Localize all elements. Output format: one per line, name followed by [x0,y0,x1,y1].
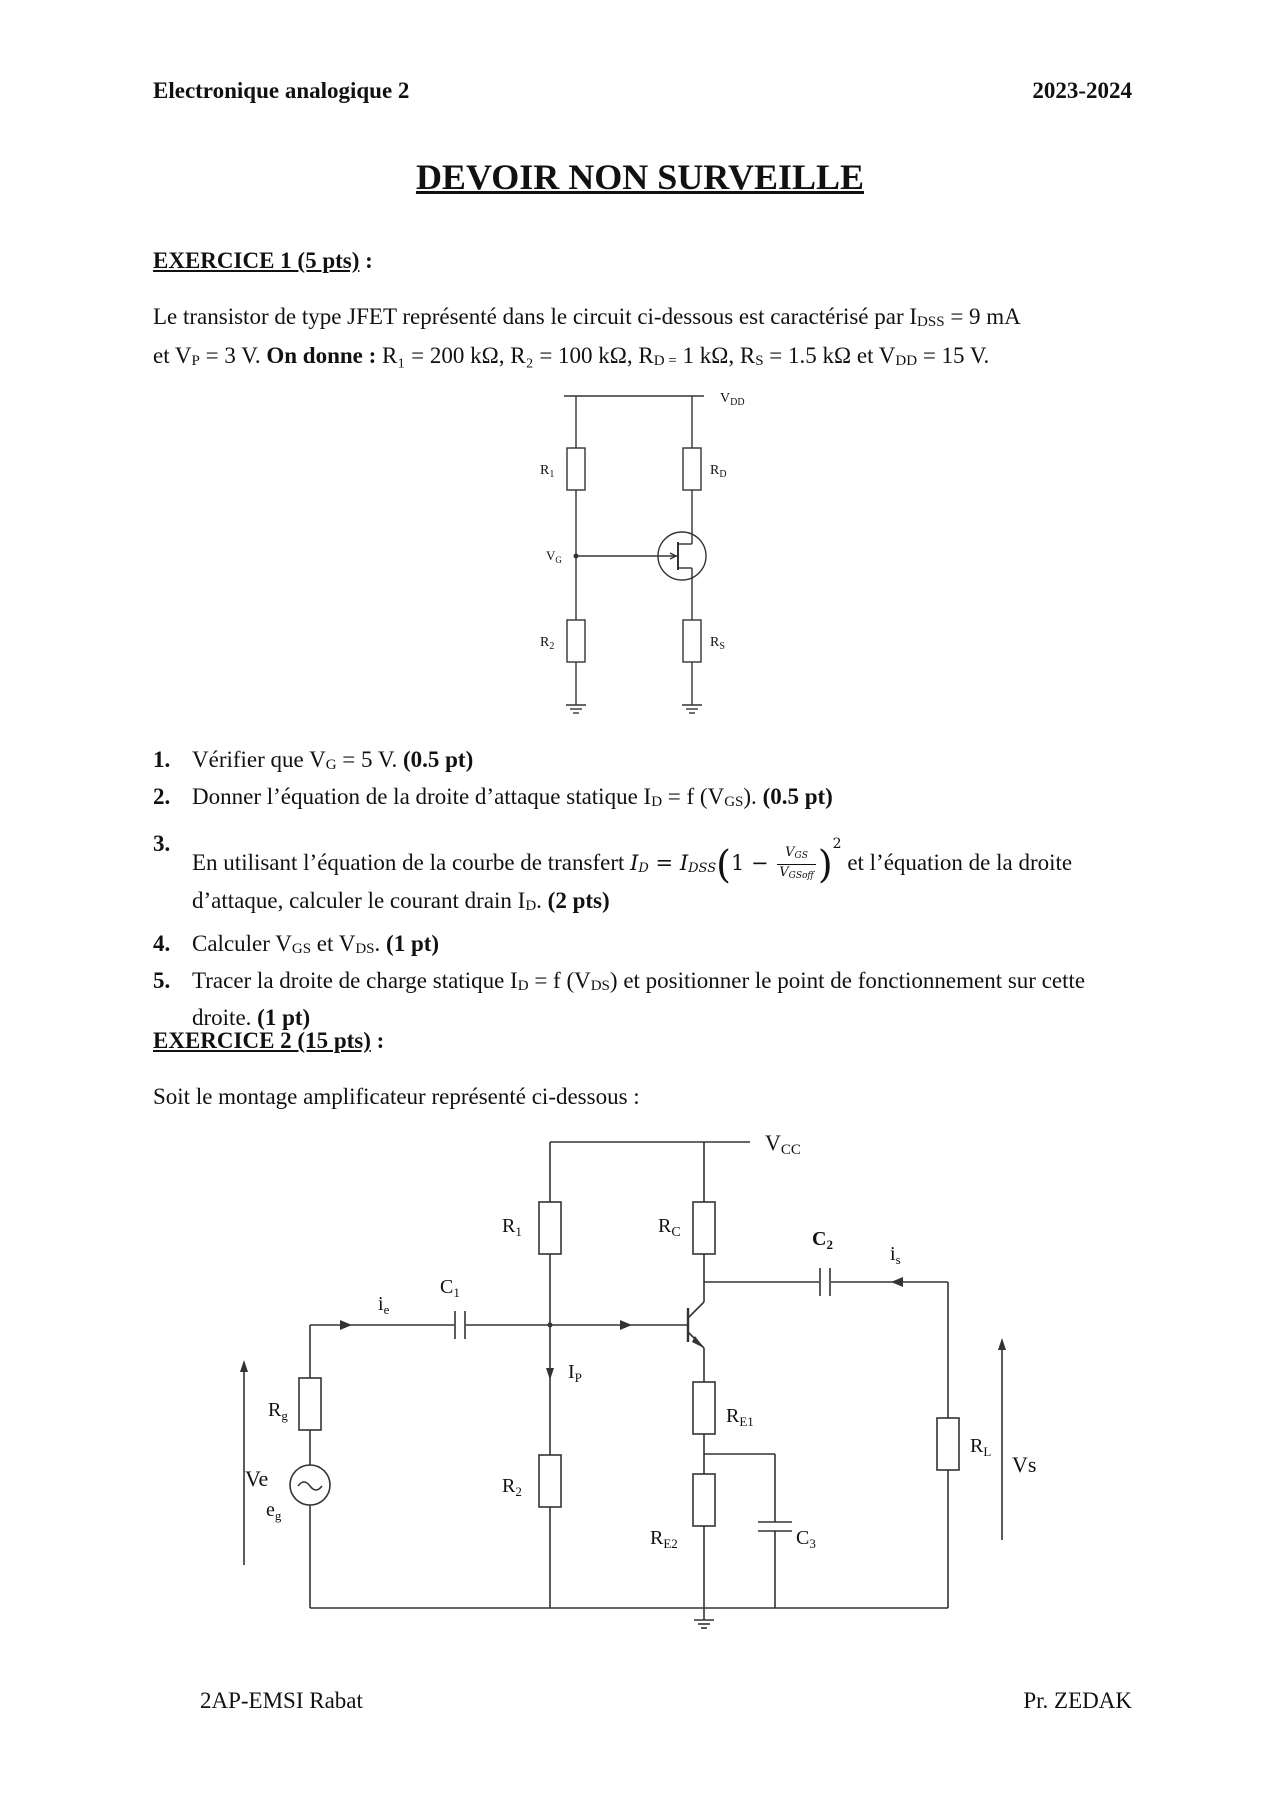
question-sub: D [517,978,529,994]
intro-rs-sub: S [755,353,764,369]
ie-label: $i_e$ [378,1293,390,1317]
is-label: $i_s$ [890,1243,901,1267]
exercise1-heading-colon: : [359,248,373,273]
ip-label: $I_P$ [568,1361,582,1385]
question-number: 4. [153,931,171,956]
question-text: et l’équation de la droite d’attaque, calculer le courant drain I [192,850,1073,913]
question-text: Vérifier que V [192,747,326,772]
exercise1-questions [153,744,1133,1034]
question-text: Donner l’équation de la droite d’attaque statique I [192,784,652,809]
intro-text-a: Le transistor de type JFET représenté dans le circuit ci-dessous est caractérisé par I [153,304,918,329]
intro-vdd-sub: DD [895,353,918,369]
question-sub: GS [291,941,312,957]
exercise1-heading [153,248,373,274]
question-sub: DS [590,978,610,994]
re2-label: $R_{E2}$ [650,1527,678,1551]
exercise2-heading [153,1028,384,1054]
jfet-circuit-diagram [520,380,800,720]
footer-institution: 2AP-EMSI Rabat [200,1688,363,1713]
question-number: 1. [153,747,171,772]
intro-vp-sub: P [191,353,200,369]
question-text: et V [311,931,356,956]
rg-label: $R_g$ [268,1399,288,1423]
question-text: = f (V [528,968,591,993]
question-text: . [374,931,387,956]
on-donne-label: On donne : [266,343,377,368]
eg-label: $e_g$ [266,1499,282,1523]
question-2 [153,781,1133,818]
question-points: (1 pt) [386,931,440,956]
vdd-label: $V_{DD}$ [720,391,745,408]
question-text: ) et positionner le point de fonctionnement sur cette droite. [192,968,1086,1030]
exercise1-heading-text: EXERCICE 1 (5 pts) [153,248,360,273]
question-points: (0.5 pt) [762,784,833,809]
question-number: 2. [153,784,171,809]
intro-text-c: et V [153,343,192,368]
r2-label: $R_2$ [502,1475,522,1499]
re1-label: $R_{E1}$ [726,1405,754,1429]
vcc-label: VCC [765,1130,801,1158]
c1-label: $C_1$ [440,1276,460,1300]
vg-label: $V_G$ [546,548,562,565]
question-number: 5. [153,968,171,993]
r2-label: $R_2$ [540,635,555,652]
question-sub: D [651,794,663,810]
question-sub: G [325,757,337,773]
exercise2-heading-text: EXERCICE 2 (15 pts) [153,1028,371,1053]
intro-values-a: R₁ = 200 kΩ, R₂ = 100 kΩ, R [376,343,654,368]
rc-label: $R_C$ [658,1215,681,1240]
ve-label: Ve [245,1466,269,1491]
question-text: = 5 V. [336,747,403,772]
amplifier-circuit-diagram [240,1120,1120,1650]
rl-label: $R_L$ [970,1435,992,1459]
question-text: Tracer la droite de charge statique I [192,968,518,993]
r1-label: $R_1$ [540,463,555,480]
question-number: 3. [153,831,171,856]
intro-text-b: = 9 mA [944,304,1021,329]
rs-label: $R_S$ [710,635,725,652]
footer-author: Pr. ZEDAK [1023,1688,1132,1713]
question-sub: D [525,898,537,914]
page-title: DEVOIR NON SURVEILLE [415,157,865,197]
intro-values-c: = 1.5 kΩ et V [763,343,896,368]
question-text: ). [743,784,763,809]
question-points: (0.5 pt) [402,747,474,772]
question-text: Calculer V [192,931,292,956]
intro-text-d: = 3 V. [199,343,267,368]
question-sub: GS [724,794,744,810]
r1-label: $R_1$ [502,1215,522,1239]
c2-label: $C_2$ [812,1228,833,1252]
question-text: En utilisant l’équation de la courbe de transfert [192,850,631,875]
exercise2-intro: Soit le montage amplificateur représenté ci-dessous : [153,1084,640,1109]
exercise2-heading-colon: : [370,1028,385,1053]
vs-label: Vs [1012,1452,1037,1477]
question-1 [153,744,1133,781]
question-text: = f (V [662,784,725,809]
intro-values-b: 1 kΩ, R [676,343,756,368]
question-sub: DS [355,941,375,957]
question-4 [153,928,1133,965]
c3-label: $C_3$ [796,1527,816,1551]
question-5 [153,965,1133,1034]
exercise1-intro [153,300,1133,378]
intro-idss-sub: DSS [917,314,945,330]
academic-year: 2023-2024 [1032,78,1132,103]
intro-rd-sub: D = [653,353,677,369]
question-3 [153,828,1133,922]
intro-values-d: = 15 V. [917,343,990,368]
question-points: (2 pts) [547,888,610,913]
question-text: . [536,888,548,913]
transfer-formula: $I_D = I_{DSS}(1$ − $\frac{V_{GS}}{V_{GSoff}}$ )$^2$ [630,836,842,887]
question-points: (1 pt) [257,1005,311,1030]
course-name: Electronique analogique 2 [153,78,410,103]
rd-label: $R_D$ [710,463,727,480]
